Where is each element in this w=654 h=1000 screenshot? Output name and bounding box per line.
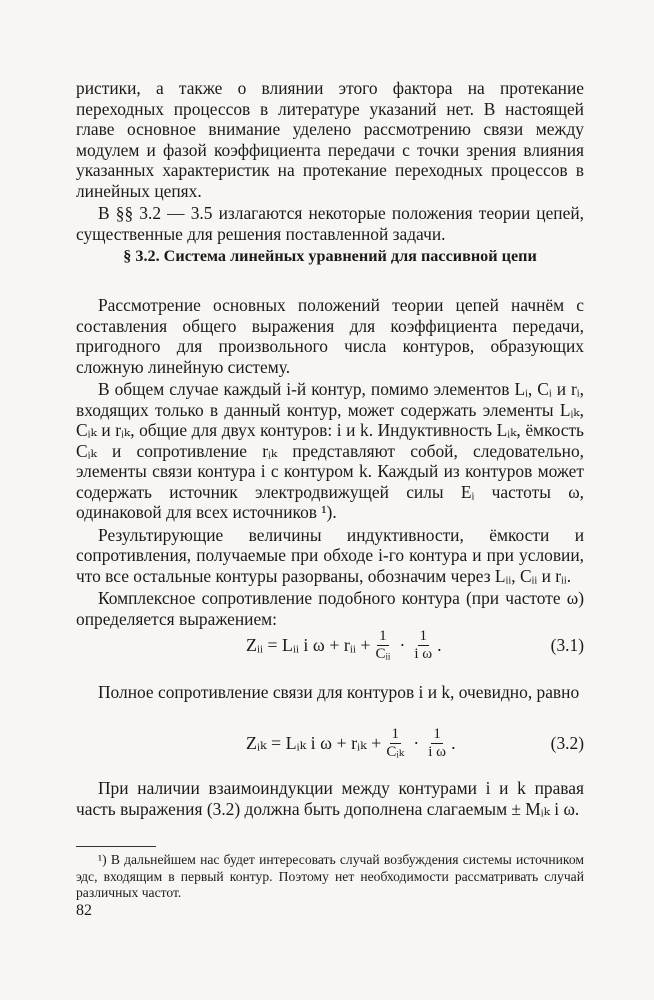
- fraction-1-over-cii: [373, 628, 392, 663]
- paragraph-mutual-induction: При наличии взаимоиндукции между контурами i и k правая часть выражения (3.2) должна быть дополнена слагаемым ± Mᵢₖ i ω.: [76, 778, 584, 819]
- equation-3-2-lhs: Zᵢₖ = Lᵢₖ i ω + rᵢₖ +: [246, 732, 382, 753]
- paragraph-resulting-values: Результирующие величины индуктивности, ёмкости и сопротивления, получаемые при обходе i-го контура и при условии, что все остальные контуры разорваны, обозначим через Lᵢᵢ, Cᵢᵢ и rᵢᵢ.: [76, 524, 584, 586]
- paragraph-circuit-elements: В общем случае каждый i-й контур, помимо элементов Lᵢ, Cᵢ и rᵢ, входящих только в данный контур, может содержать элементы Lᵢₖ, Cᵢₖ и rᵢₖ, общие для двух контуров: i и k. Индуктивность Lᵢₖ, ёмкость Cᵢₖ и сопротивление rᵢₖ представляют собой, следовательно, элементы связи контура i с контуром k. Каждый из контуров может содержать источник электродвижущей силы Eᵢ частоты ω, одинаковой для всех источников ¹).: [76, 379, 584, 522]
- paragraph-complex-impedance: Комплексное сопротивление подобного контура (при частоте ω) определяется выражением:: [76, 588, 584, 629]
- fraction-numerator: 1: [391, 725, 400, 742]
- fraction-1-over-iw: [426, 726, 448, 761]
- fraction-denominator: i ω: [414, 645, 433, 662]
- fraction-denominator: Cᵢₖ: [386, 743, 405, 760]
- equation-3-1-lhs: Zᵢᵢ = Lᵢᵢ i ω + rᵢᵢ +: [246, 634, 371, 655]
- equation-period: .: [451, 732, 456, 753]
- intro-block: [76, 78, 584, 244]
- equation-3-1: [76, 622, 584, 668]
- paragraph-theory-intro: Рассмотрение основных положений теории цепей начнём с составления общего выражения для коэффициента передачи, пригодного для произвольного числа контуров, образующих сложную линейную систему.: [76, 295, 584, 377]
- fraction-denominator: Cᵢᵢ: [375, 645, 391, 662]
- fraction-numerator: 1: [433, 725, 441, 742]
- paragraph-sections-overview: В §§ 3.2 — 3.5 излагаются некоторые положения теории цепей, существенные для решения поставленной задачи.: [76, 203, 584, 244]
- paragraph-coupling-impedance: Полное сопротивление связи для контуров i и k, очевидно, равно: [98, 682, 580, 702]
- fraction-1-over-iw: [412, 628, 434, 663]
- fraction-numerator: 1: [419, 627, 428, 644]
- multiply-dot: ·: [413, 732, 420, 753]
- page-number: 82: [76, 902, 92, 919]
- equation-number-3-2: (3.2): [550, 733, 584, 753]
- equation-period: .: [437, 634, 442, 655]
- main-text-block: [76, 295, 584, 629]
- equation-3-2: [76, 720, 584, 766]
- equation-number-3-1: (3.1): [550, 635, 584, 655]
- fraction-1-over-cik: [384, 726, 406, 761]
- paragraph-intro-continuation: ристики, а также о влиянии этого фактора на протекание переходных процессов в литературе указаний нет. В настоящей главе основное внимание уделено рассмотрению связи между модулем и фазой коэффициента передачи с точки зрения влияния указанных характеристик на протекание переходных процессов в линейных цепях.: [76, 78, 584, 201]
- footnote-divider: [76, 846, 156, 847]
- equation-3-2-body: [246, 720, 456, 766]
- footnote-block: [76, 852, 584, 902]
- fraction-denominator: i ω: [428, 743, 447, 760]
- fraction-numerator: 1: [379, 627, 387, 644]
- section-heading: § 3.2. Система линейных уравнений для пассивной цепи: [123, 247, 537, 265]
- multiply-dot: ·: [399, 634, 406, 655]
- equation-3-1-body: [246, 622, 442, 668]
- eq2-intro-block: [76, 682, 584, 703]
- footnote-text: ¹) В дальнейшем нас будет интересовать случай возбуждения системы источником эдс, входящим в первый контур. Поэтому нет необходимости рассматривать случай различных частот.: [76, 852, 584, 900]
- mutual-induction-block: [76, 778, 584, 819]
